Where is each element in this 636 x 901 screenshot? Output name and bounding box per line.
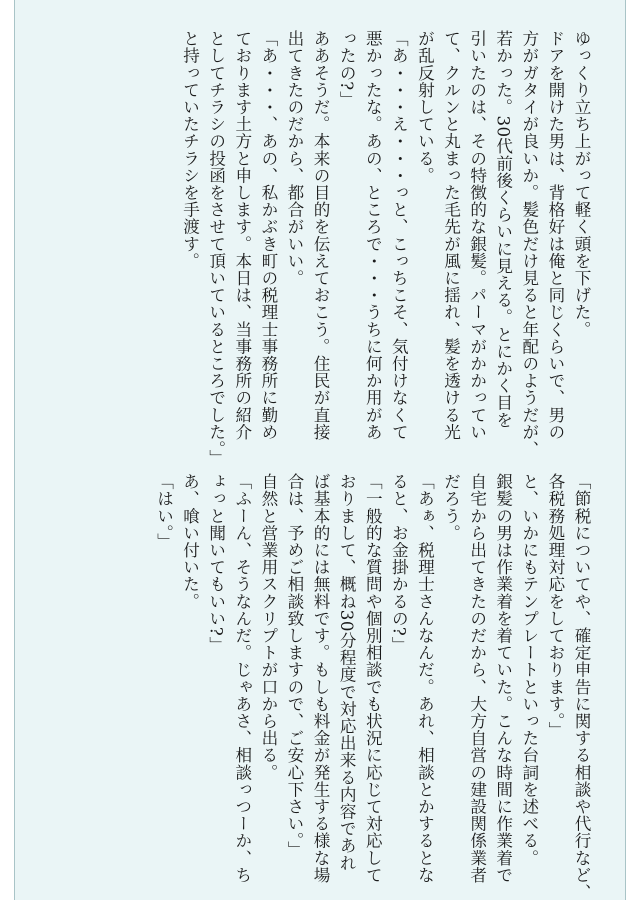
text-line: 「一般的な質問や個別相談でも状況に応じて対応して	[363, 473, 383, 884]
text-line: 出てきたのだから、都合がいい。	[284, 30, 304, 287]
text-line: 「あぁ、税理士さんなんだ。あれ、相談とかするとな	[415, 473, 435, 884]
text-line: 自宅から出てきたのだから、大方自営の建設関係業者	[467, 473, 487, 884]
text-line: 各税務処理対応をしております。」	[545, 473, 565, 739]
text-line: 「はい。」	[154, 473, 174, 551]
text-line: ゆっくり立ち上がって軽く頭を下げた。	[572, 30, 591, 338]
text-line: 方がガタイが良いか。髪色だけ見ると年配のようだが、	[519, 30, 539, 458]
upper-text-block	[177, 30, 595, 467]
text-line: と、いかにもテンプレートといった台詞を述べる。	[519, 473, 539, 867]
text-line: ああそうだ。本来の目的を伝えておこう。住民が直接	[311, 30, 331, 441]
text-line: ドアを開けた男は、背格好は俺と同じくらいで、男の	[545, 30, 565, 441]
text-line: 「あ・・・、あの、私かぶき町の税理士事務所に勤め	[258, 30, 278, 441]
text-line: 引いたのは、その特徴的な銀髪。パーマがかかってい	[467, 30, 487, 441]
text-line: あ、喰い付いた。	[180, 473, 200, 610]
text-line: だろう。	[441, 473, 461, 542]
text-line: 悪かったな。あの、ところで・・・うちに何か用があ	[363, 30, 383, 441]
text-line: と持っていたチラシを手渡す。	[180, 30, 200, 270]
novel-page	[14, 0, 626, 900]
text-line: 「あ・・・え・・・っと、こっちこそ、気付けなくて	[389, 30, 409, 441]
text-line: ると、お金掛かるの?」	[389, 473, 409, 654]
text-line: ば基本的には無料です。もしも料金が発生する様な場	[311, 473, 331, 884]
text-line: て、クルンと丸まった毛先が風に揺れ、髪を透ける光	[441, 30, 461, 441]
text-line: ょっと聞いてもいい?」	[206, 473, 226, 654]
text-line: 銀髪の男は作業着を着ていた。こんな時間に作業着で	[493, 473, 513, 884]
text-line: 合は、予めご相談致しますので、ご安心下さい。」	[284, 473, 304, 858]
text-line: 自然と営業用スクリプトが口から出る。	[258, 473, 278, 781]
lower-text-block	[150, 473, 594, 901]
text-line: おりまして、概ね30分程度で対応出来る内容であれ	[337, 473, 357, 872]
text-line: ております土方と申します。本日は、当事務所の紹介	[232, 30, 252, 441]
text-line: 「ふーん、そうなんだ。じゃあさ、相談っつーか、ち	[232, 473, 252, 884]
text-line: ったの?」	[337, 30, 357, 108]
text-line: 「節税についてや、確定申告に関する相談や代行など、	[572, 473, 591, 901]
text-line: 若かった。30代前後くらいに見える。とにかく目を	[493, 30, 513, 429]
text-line: としてチラシの投函をさせて頂いているところでした。」	[206, 30, 226, 467]
text-line: が乱反射している。	[415, 30, 435, 184]
